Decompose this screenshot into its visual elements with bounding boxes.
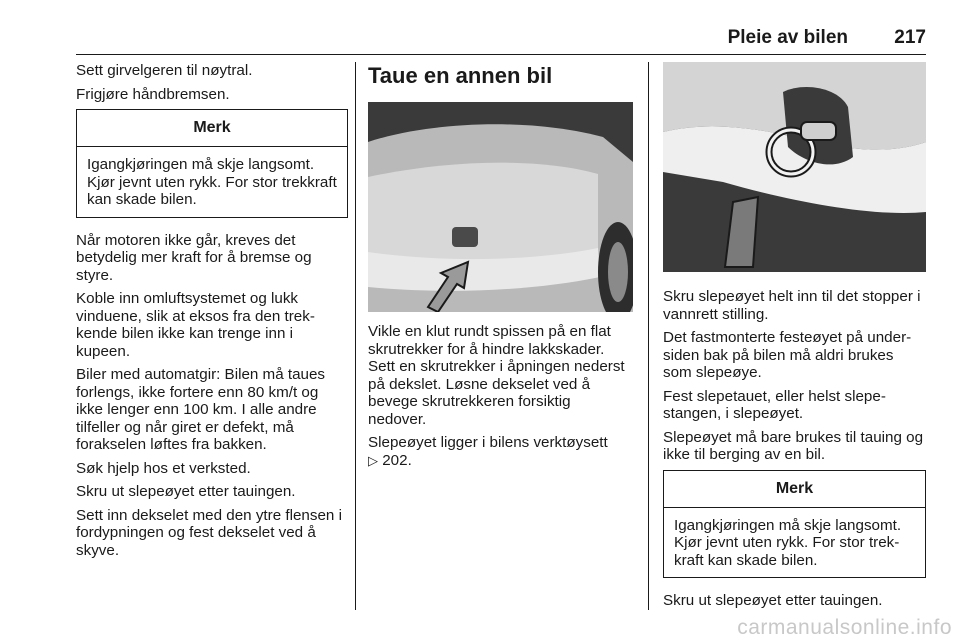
note-heading: Merk (664, 471, 925, 508)
right-column (663, 288, 926, 616)
note-body: Igangkjøringen må skje langsomt. Kjør jevnt uten rykk. For stor trekkraft kan skade bilen. (674, 516, 902, 569)
intro-paragraph: Frigjøre håndbremsen. (76, 85, 230, 103)
body-paragraph: Søk hjelp hos et verksted. (76, 459, 251, 477)
note-body: Igangkjøringen må skje langsomt. Kjør jevnt uten rykk. For stor trekkraft kan skade bilen. (87, 156, 337, 208)
note-box (76, 109, 348, 218)
body-paragraph: Koble inn omluftsystemet og lukk vinduene, slik at eksos fra den trekkende bilen ikke kan trenge inn i kupeen. (76, 290, 315, 360)
left-column (76, 62, 348, 565)
body-paragraph (368, 434, 633, 469)
body-paragraph: Skru slepeøyet helt inn til det stopper i vannrett stilling. (663, 288, 921, 323)
middle-column (368, 62, 633, 475)
triangle-right-icon: ▷ (368, 452, 378, 468)
towing-eye-illustration (663, 62, 926, 272)
reference-text: Slepeøyet ligger i bilens verktøysett (368, 434, 608, 451)
section-title: Pleie av bilen (727, 27, 848, 48)
body-paragraph: Skru ut slepeøyet etter tauingen. (76, 483, 296, 500)
body-paragraph: Det fastmonterte festeøyet på undersiden bak på bilen må aldri brukes som slepeøye. (663, 329, 912, 381)
car-rear-cover-illustration (368, 102, 633, 312)
body-paragraph: Når motoren ikke går, kreves det betydelig mer kraft for å bremse og styre. (76, 231, 312, 284)
column-divider (355, 62, 356, 610)
note-box (663, 470, 926, 579)
body-paragraph: Biler med automatgir: Bilen må taues forlengs, ikke fortere enn 80 km/t og ikke lenger enn 100 km. I alle andre tilfeller og når giret er defekt, må forakselen løftes fra bakken. (76, 366, 326, 453)
body-paragraph: Vikle en klut rundt spissen på en flat skrutrekker for å hindre lakkskader. Sett en skrutrekker i åpningen nederst på dekslet. Løsne dekselet ved å bevege skrutrekkeren forsiktig nedover. (368, 323, 625, 428)
article-title: Taue en annen bil (368, 63, 553, 88)
body-paragraph: Skru ut slepeøyet etter tauingen. (663, 592, 883, 609)
page-number: 217 (894, 27, 926, 48)
column-divider (648, 62, 649, 610)
body-paragraph: Sett inn dekselet med den ytre flensen i fordypningen og fest dekselet ved å skyve. (76, 506, 342, 559)
body-paragraph: Fest slepetauet, eller helst slepestangen, i slepeøyet. (663, 387, 886, 422)
page-header (76, 24, 926, 55)
intro-paragraph: Sett girvelgeren til nøytral. (76, 62, 253, 79)
watermark: carmanualsonline.info (737, 616, 952, 639)
page-reference: 202. (382, 451, 412, 469)
body-paragraph: Slepeøyet må bare brukes til tauing og ikke til berging av en bil. (663, 428, 924, 463)
note-heading: Merk (77, 110, 347, 147)
